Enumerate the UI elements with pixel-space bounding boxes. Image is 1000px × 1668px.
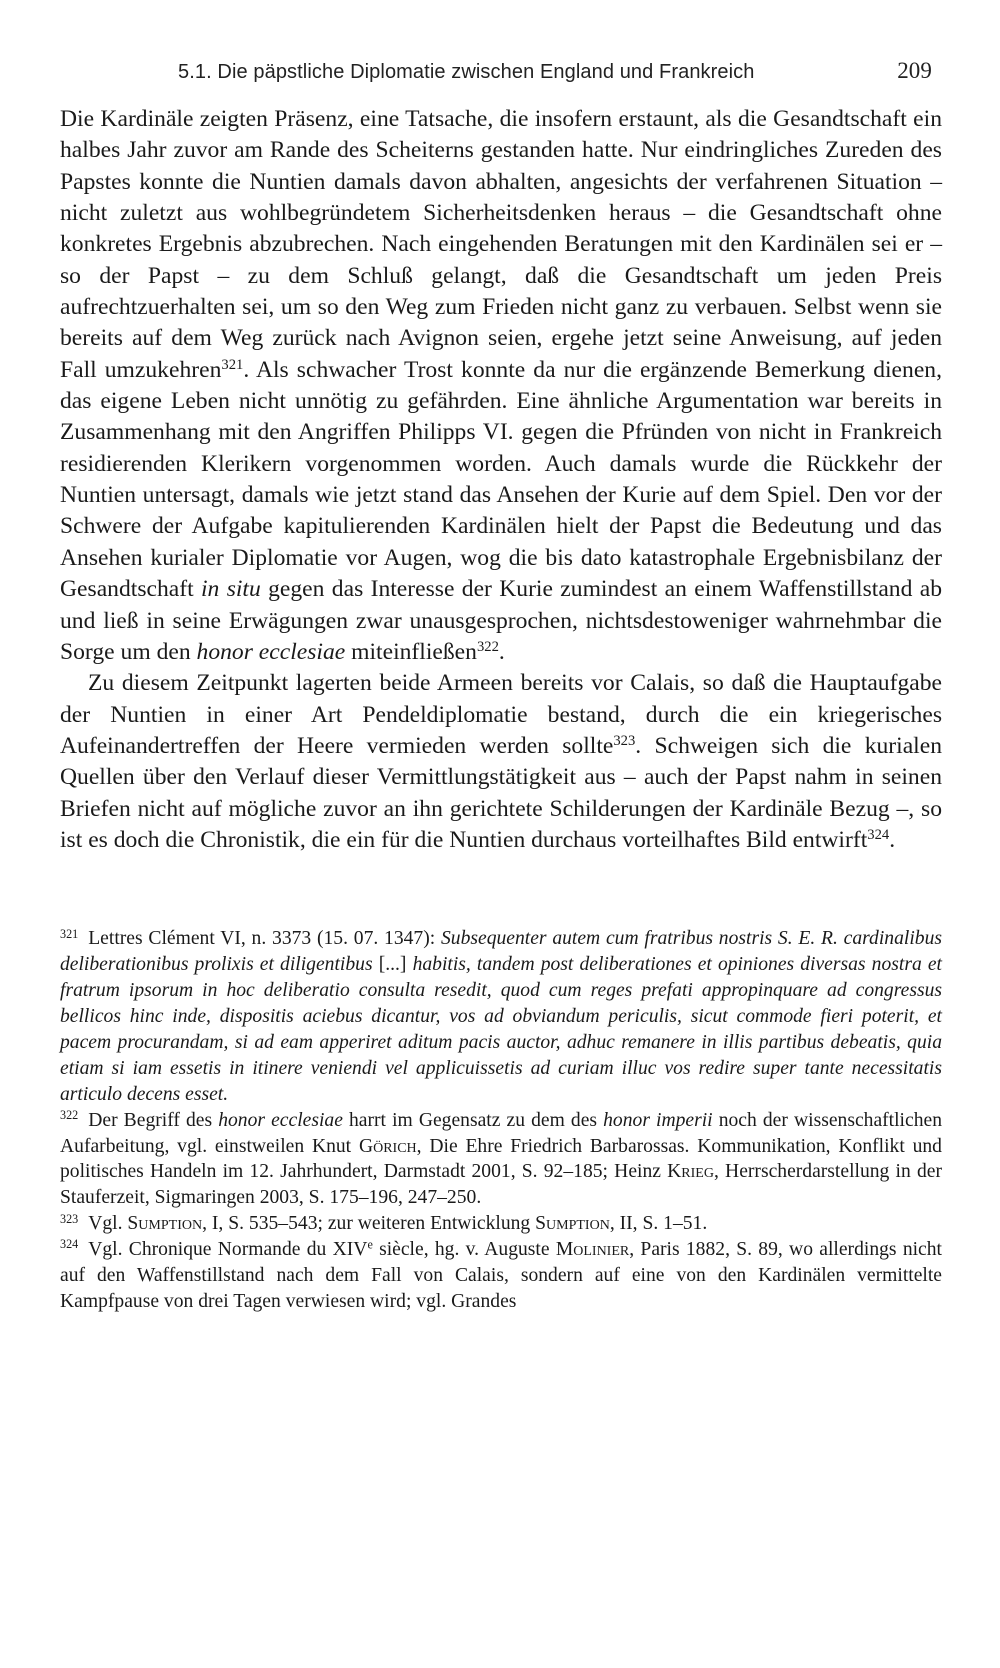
italic-phrase: in situ (201, 576, 261, 603)
text-span: noch der wissenschaftlichen Aufarbeitung, vgl. einstweilen Knut (60, 1109, 942, 1157)
footnote-321 (60, 926, 942, 1107)
running-head (178, 58, 942, 84)
footnote-322 (60, 1108, 942, 1212)
text-span: . (889, 826, 896, 853)
text-span: Die Kardinäle zeigten Präsenz, eine Tatsache, die insofern erstaunt, als die Gesandtschaft ein halbes Jahr zuvor am Rande des Scheiterns gestanden hatte. Nur eindringliches Zureden des Papstes konnte die Nuntien damals davon abhalten, angesichts der verfahrenen Situation – nicht zuletzt aus wohlbegründetem Sicherheitsdenken heraus – die Gesandtschaft ohne konkretes Ergebnis abzubrechen. Nach eingehenden Beratungen mit den Kardinälen sei er – so der Papst – zu dem Schluß gelangt, daß die Gesandtschaft um jeden Preis aufrechtzuerhalten sei, um so den Weg zum Frieden nicht ganz zu verbauen. Selbst wenn sie bereits auf dem Weg zurück nach Avignon seien, ergehe jetzt seine Anweisung, auf jeden Fall umzukehren (60, 106, 942, 383)
footnote-number: 323 (60, 1211, 79, 1226)
book-page (60, 58, 942, 1315)
footnote-number: 324 (60, 1237, 79, 1252)
page-number: 209 (897, 58, 932, 83)
footnote-number: 322 (60, 1107, 79, 1122)
text-span: , II, S. 1–51. (609, 1213, 708, 1235)
footnote-324 (60, 1237, 942, 1315)
text-span: [...] (372, 954, 413, 976)
text-span: . Als schwacher Trost konnte da nur die ergänzende Bemerkung dienen, das eigene Leben nicht unnötig zu gefährden. Eine ähnliche Argumentation war bereits in Zusammenhang mit den Angriffen Philipps VI. gegen die Pfründen von nicht in Frankreich residierenden Klerikern vorgenommen worden. Auch damals wurde die Rückkehr der Nuntien untersagt, damals wie jetzt stand das Ansehen der Kurie auf dem Spiel. Den vor der Schwere der Aufgabe kapitulierenden Kardinälen hielt der Papst die Bedeutung und das Ansehen kurialer Diplomatie vor Augen, wog die bis dato katastrophale Ergebnisbilanz der Gesandtschaft (60, 356, 942, 603)
footnote-ref-324[interactable]: 324 (867, 826, 890, 843)
footnote-ref-323[interactable]: 323 (613, 732, 636, 749)
text-span: Vgl. (88, 1213, 128, 1235)
text-span: Der Begriff des (88, 1109, 219, 1131)
author-name: Sumption (127, 1213, 203, 1235)
paragraph-1 (60, 104, 942, 668)
footnote-number: 321 (60, 926, 79, 941)
text-span: miteinfließen (345, 638, 477, 665)
text-span: harrt im Gegensatz zu dem des (342, 1109, 604, 1131)
footnote-ref-322[interactable]: 322 (476, 638, 499, 655)
footnote-323 (60, 1211, 942, 1237)
text-span: , I, S. 535–543; zur weiteren Entwicklung (202, 1213, 536, 1235)
text-span: Vgl. Chronique Normande du XIV (88, 1239, 368, 1261)
text-span: . (498, 638, 505, 665)
text-span: Lettres Clément VI, n. 3373 (15. 07. 1347): (88, 928, 441, 950)
text-span: , Herrscherdarstellung in der Stauferzeit, Sigmaringen 2003, S. 175–196, 247–250. (60, 1161, 942, 1209)
text-span: siècle, hg. v. Auguste (372, 1239, 556, 1261)
footnotes (60, 926, 942, 1315)
text-span: Zu diesem Zeitpunkt lagerten beide Armeen bereits vor Calais, so daß die Hauptaufgabe der Nuntien in einer Art Pendeldiplomatie bestand, durch die ein kriegerisches Aufeinandertreffen der Heere vermieden werden sollte (60, 670, 942, 759)
latin-quotation: habitis, tandem post deliberationes et opiniones diversas nostra et fratrum ipsorum in hoc deliberatio consulta resedit, quod cum reges prefati appropinquare ad congressus bellicos hinc inde, dispositis aciebus dicantur, vos ad obviandum periculis, sicut commode fieri poterit, et pacem procurandam, si ad eam apperiret aditum pacis auctor, adhuc remanere in illis partibus debeatis, quia etiam si iam essetis in itinere veniendi vel applicuissetis ad curiam illuc vos redire super tante necessitatis articulo decens esset. (60, 954, 942, 1105)
paragraph-2 (60, 668, 942, 856)
author-name: Sumption (535, 1213, 610, 1235)
footnote-ref-321[interactable]: 321 (221, 356, 244, 373)
text-span: gegen das Interesse der Kurie zumindest an einem Waffenstillstand ab und ließ in seine Erwägungen zwar unausgesprochen, nichtsdestoweniger wahrnehmbar die Sorge um den (60, 576, 943, 665)
section-title: 5.1. Die päpstliche Diplomatie zwischen England und Frankreich (178, 61, 755, 83)
text-span: , Paris 1882, S. 89, wo allerdings nicht auf den Waffenstillstand nach dem Fall von Calais, sondern auf eine von den Kardinälen vermittelte Kampfpause von drei Tagen verwiesen wird; vgl. Grandes (60, 1239, 942, 1312)
text-span: , Die Ehre Friedrich Barbarossas. Kommunikation, Konflikt und politisches Handeln im 12. Jahrhundert, Darmstadt 2001, S. 92–185; Heinz (60, 1135, 942, 1183)
main-text (60, 104, 942, 856)
superscript-e: e (367, 1237, 373, 1252)
author-name: Molinier (555, 1239, 630, 1261)
text-span: . Schweigen sich die kurialen Quellen über den Verlauf dieser Vermittlungstätigkeit aus – auch der Papst nahm in seinen Briefen nicht auf mögliche zuvor an ihn gerichtete Schilderungen der Kardinäle Bezug –, so ist es doch die Chronistik, die ein für die Nuntien durchaus vorteilhaftes Bild entwirft (60, 732, 942, 853)
latin-quotation: Subsequenter autem cum fratribus nostris S. E. R. cardinalibus deliberationibus prolixis et diligentibus (60, 928, 942, 976)
italic-phrase: honor imperii (603, 1109, 713, 1131)
author-name: Görich (358, 1135, 417, 1157)
italic-phrase: honor ecclesiae (218, 1109, 343, 1131)
italic-phrase: honor ecclesiae (196, 638, 346, 665)
author-name: Krieg (667, 1161, 714, 1183)
